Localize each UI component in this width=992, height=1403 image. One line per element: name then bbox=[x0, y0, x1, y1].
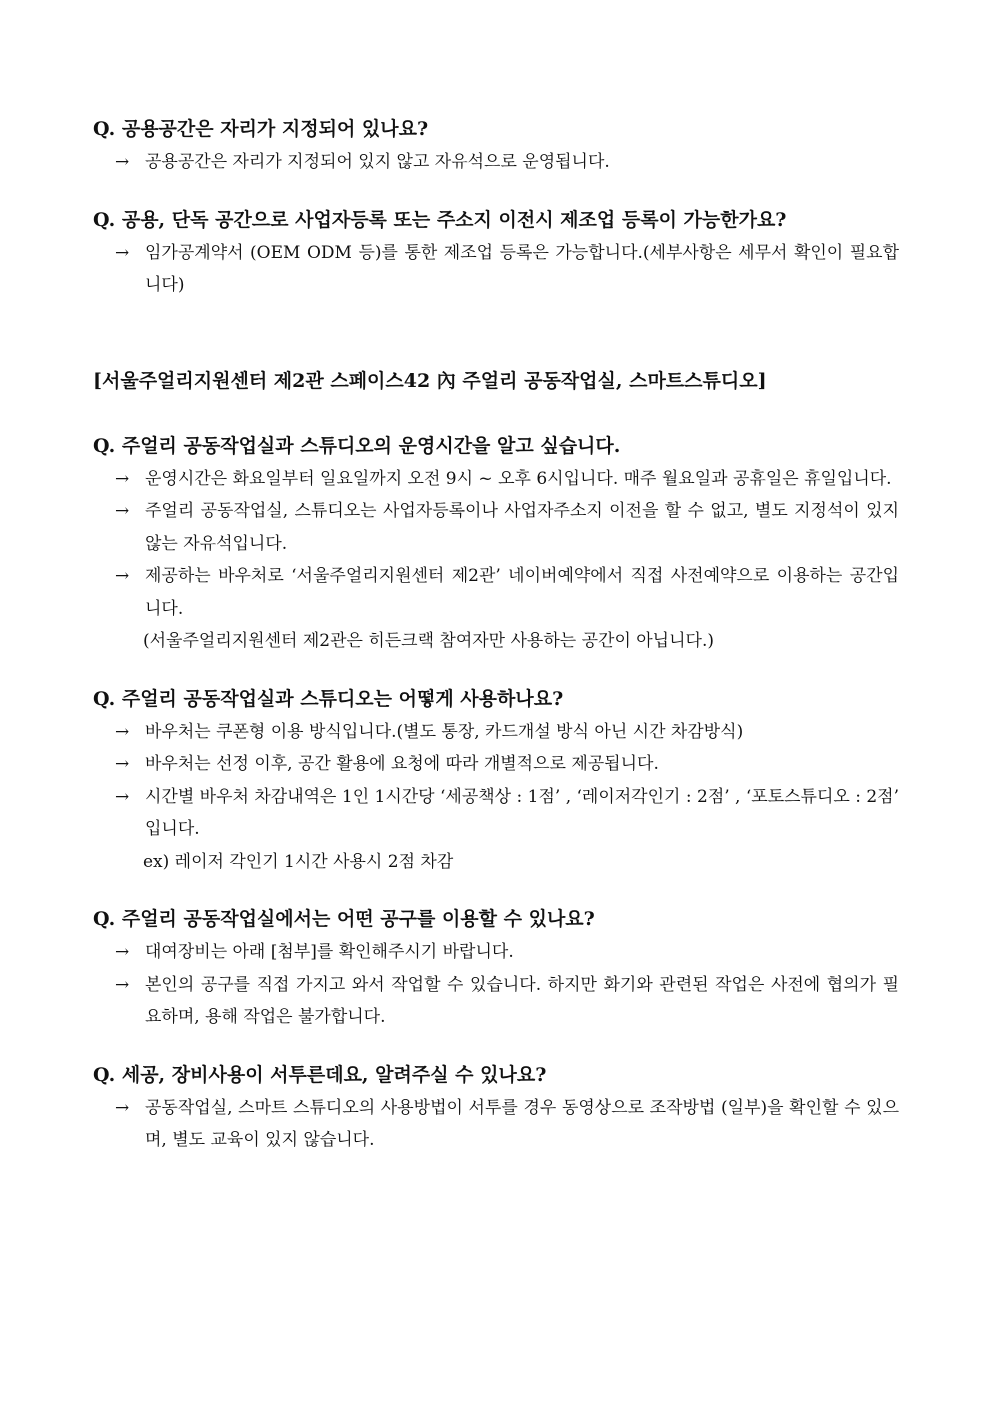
arrow-icon: → bbox=[115, 501, 130, 521]
faq-note: (서울주얼리지원센터 제2관은 히든크랙 참여자만 사용하는 공간이 아닙니다.) bbox=[143, 631, 714, 651]
faq-answer bbox=[93, 716, 899, 749]
spacer bbox=[93, 658, 899, 682]
arrow-icon: → bbox=[115, 974, 130, 995]
arrow-icon: → bbox=[115, 152, 130, 172]
section-heading: [서울주얼리지원센터 제2관 스페이스42 內 주얼리 공동작업실, 스마트스튜디오] bbox=[93, 369, 767, 392]
spacer bbox=[93, 1034, 899, 1058]
faq-answer-text: 대여장비는 아래 [첨부]를 확인해주시기 바랍니다. bbox=[145, 942, 514, 962]
faq-answer-text: 공동작업실, 스마트 스튜디오의 사용방법이 서투를 경우 동영상으로 조작방법 (일부)을 확인할 수 있으며, 별도 교육이 있지 않습니다. bbox=[145, 1097, 899, 1150]
faq-question: Q. 공용공간은 자리가 지정되어 있나요? bbox=[93, 118, 429, 140]
faq-answer bbox=[93, 463, 899, 496]
faq-question: Q. 주얼리 공동작업실과 스튜디오는 어떻게 사용하나요? bbox=[93, 687, 564, 710]
spacer bbox=[93, 878, 899, 902]
faq-question: Q. 주얼리 공동작업실에서는 어떤 공구를 이용할 수 있나요? bbox=[93, 908, 595, 930]
faq-note: ex) 레이저 각인기 1시간 사용시 2점 차감 bbox=[143, 851, 454, 872]
faq-answer-text: 본인의 공구를 직접 가지고 와서 작업할 수 있습니다. 하지만 화기와 관련된 작업은 사전에 협의가 필요하며, 용해 작업은 불가합니다. bbox=[145, 974, 899, 1027]
faq-answer bbox=[93, 1092, 899, 1157]
arrow-icon: → bbox=[115, 942, 130, 962]
faq-answer-text: 주얼리 공동작업실, 스튜디오는 사업자등록이나 사업자주소지 이전을 할 수 없고, 별도 지정석이 있지 않는 자유석입니다. bbox=[145, 501, 899, 554]
faq-answer-text: 공용공간은 자리가 지정되어 있지 않고 자유석으로 운영됩니다. bbox=[145, 152, 610, 172]
faq-question: Q. 세공, 장비사용이 서투른데요, 알려주실 수 있나요? bbox=[93, 1063, 547, 1086]
faq-answer-text: 제공하는 바우처로 ‘서울주얼리지원센터 제2관’ 네이버예약에서 직접 사전예약으로 이용하는 공간입니다. bbox=[145, 566, 899, 619]
faq-answer-text: 바우처는 선정 이후, 공간 활용에 요청에 따라 개별적으로 제공됩니다. bbox=[145, 754, 659, 774]
faq-answer-text: 운영시간은 화요일부터 일요일까지 오전 9시 ~ 오후 6시입니다. 매주 월요일과 공휴일은 휴일입니다. bbox=[145, 468, 892, 489]
faq-question: Q. 공용, 단독 공간으로 사업자등록 또는 주소지 이전시 제조업 등록이 가능한가요? bbox=[93, 208, 787, 231]
arrow-icon: → bbox=[115, 786, 130, 807]
faq-answer-text: 바우처는 쿠폰형 이용 방식입니다.(별도 통장, 카드개설 방식 아닌 시간 차감방식) bbox=[145, 721, 744, 742]
faq-answer-text: 시간별 바우처 차감내역은 1인 1시간당 ‘세공책상 : 1점’ , ‘레이저각인기 : 2점’ , ‘포토스튜디오 : 2점’ 입니다. bbox=[145, 786, 899, 839]
spacer bbox=[93, 302, 899, 364]
faq-answer bbox=[93, 495, 899, 560]
arrow-icon: → bbox=[115, 1097, 130, 1118]
faq-answer bbox=[93, 146, 899, 179]
arrow-icon: → bbox=[115, 468, 130, 489]
spacer bbox=[93, 398, 899, 429]
faq-answer bbox=[93, 781, 899, 846]
faq-answer bbox=[93, 560, 899, 625]
arrow-icon: → bbox=[115, 754, 130, 774]
arrow-icon: → bbox=[115, 242, 130, 263]
faq-answer bbox=[93, 969, 899, 1034]
faq-answer bbox=[93, 936, 899, 969]
faq-answer-text: 임가공계약서 (OEM ODM 등)를 통한 제조업 등록은 가능합니다.(세부사항은 세무서 확인이 필요합니다) bbox=[145, 242, 899, 295]
faq-question: Q. 주얼리 공동작업실과 스튜디오의 운영시간을 알고 싶습니다. bbox=[93, 434, 621, 457]
arrow-icon: → bbox=[115, 721, 130, 742]
faq-content bbox=[93, 112, 899, 1157]
faq-answer bbox=[93, 237, 899, 302]
spacer bbox=[93, 179, 899, 203]
faq-answer bbox=[93, 748, 899, 781]
arrow-icon: → bbox=[115, 566, 130, 586]
